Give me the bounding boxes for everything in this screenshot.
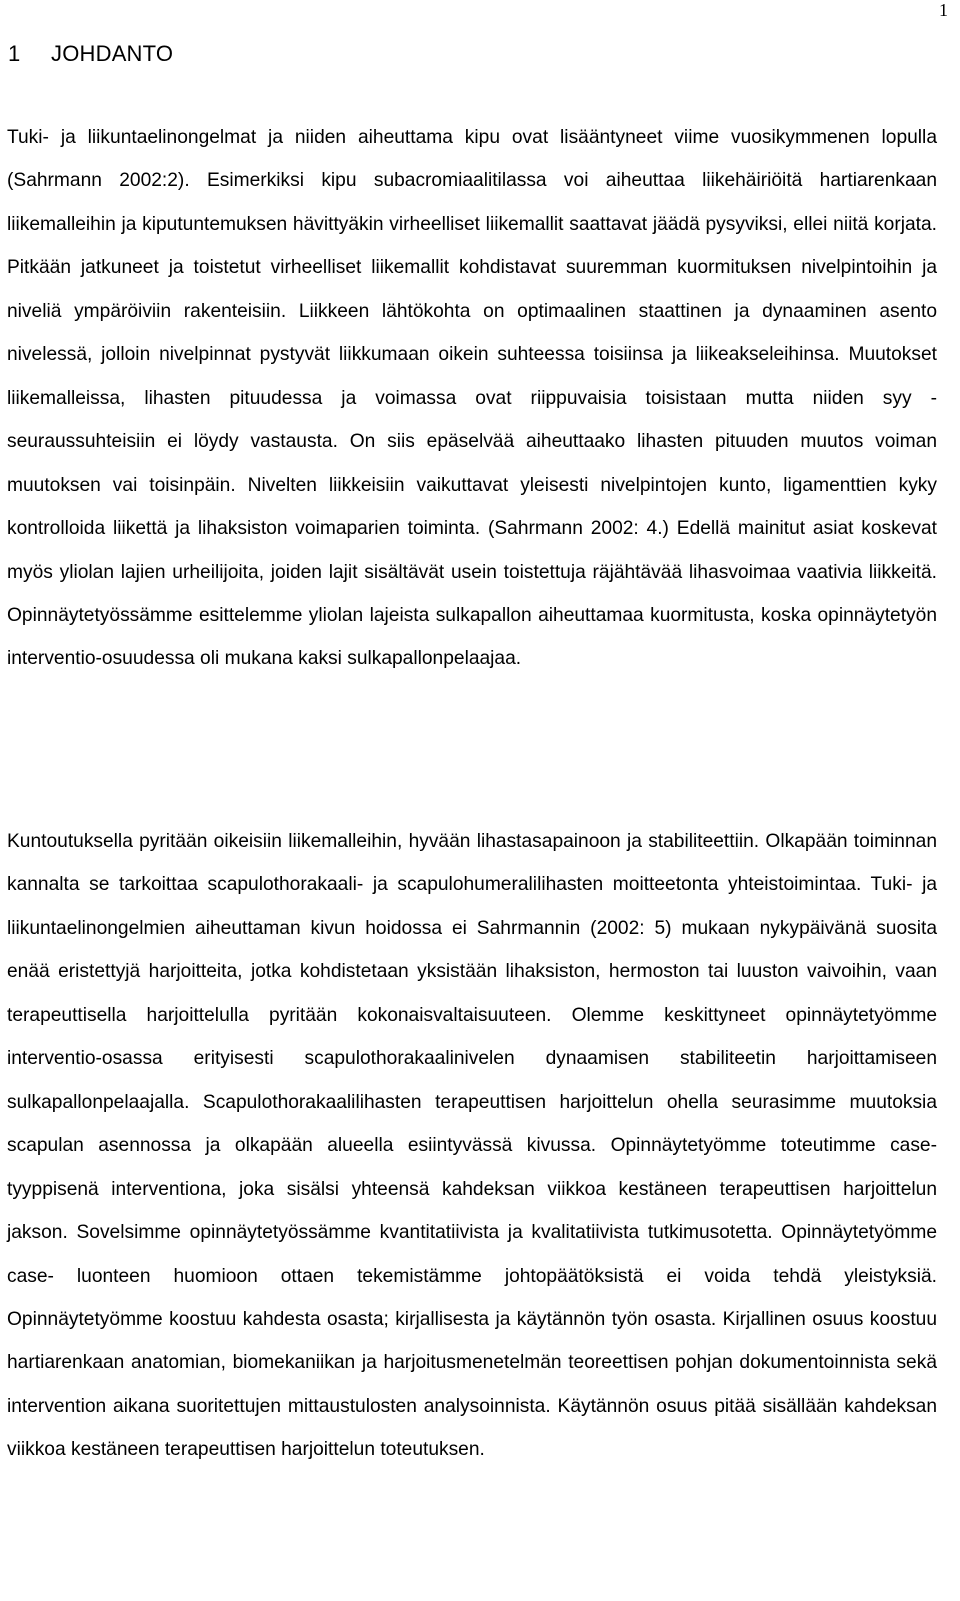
intro-paragraph-1: Tuki- ja liikuntaelinongelmat ja niiden aiheuttama kipu ovat lisääntyneet viime vuosikymmenen lopulla (Sahrmann 2002:2). Esimerkiksi kipu subacromiaalitilassa voi aiheuttaa liikehäiriöitä hartiarenkaan liikemalleihin ja kiputuntemuksen hävittyäkin virheelliset liikemallit saattavat jäädä pysyviksi, ellei niitä korjata. Pitkään jatkuneet ja toistetut virheelliset liikemallit kohdistavat suuremman kuormituksen nivelpintoihin ja niveliä ympäröiviin rakenteisiin. Liikkeen lähtökohta on optimaalinen staattinen ja dynaaminen asento nivelessä, jolloin nivelpinnat pystyvät liikkumaan oikein suhteessa toisiinsa ja liikeakseleihinsa. Muutokset liikemalleissa, lihasten pituudessa ja voimassa ovat riippuvaisia toisistaan mutta niiden syy - seuraussuhteisiin ei löydy vastausta. On siis epäselvää aiheuttaako lihasten pituuden muutos voiman muutoksen vai toisinpäin. Nivelten liikkeisiin vaikuttavat yleisesti nivelpintojen kunto, ligamenttien kyky kontrolloida liikettä ja lihaksiston voimaparien toiminta. (Sahrmann 2002: 4.) Edellä mainitut asiat koskevat myös yliolan lajien urheilijoita, joiden lajit sisältävät usein toistettuja räjähtävää lihasvoimaa vaativia liikkeitä. Opinnäytetyössämme esittelemme yliolan lajeista sulkapallon aiheuttamaa kuormitusta, koska opinnäytetyön interventio-osuudessa oli mukana kaksi sulkapallonpelaajaa. — [7, 127, 937, 670]
intro-paragraph-2: Kuntoutuksella pyritään oikeisiin liikemalleihin, hyvään lihastasapainoon ja stabiliteettiin. Olkapään toiminnan kannalta se tarkoittaa scapulothorakaali- ja scapulohumeralilihasten moitteetonta yhteistoimintaa. Tuki- ja liikuntaelinongelmien aiheuttaman kivun hoidossa ei Sahrmannin (2002: 5) mukaan nykypäivänä suosita enää eristettyjä harjoitteita, jotka kohdistetaan yksistään lihaksiston, hermoston tai luuston vaivoihin, vaan terapeuttisella harjoittelulla pyritään kokonaisvaltaisuuteen. Olemme keskittyneet opinnäytetyömme interventio-osassa erityisesti scapulothorakaalinivelen dynaamisen stabiliteetin harjoittamiseen sulkapallonpelaajalla. Scapulothorakaalilihasten terapeuttisen harjoittelun ohella seurasimme muutoksia scapulan asennossa ja olkapään alueella esiintyvässä kivussa. Opinnäytetyömme toteutimme case- tyyppisenä interventiona, joka sisälsi yhteensä kahdeksan viikkoa kestäneen terapeuttisen harjoittelun jakson. Sovelsimme opinnäytetyössämme kvantitatiivista ja kvalitatiivista tutkimusotetta. Opinnäytetyömme case- luonteen huomioon ottaen tekemistämme johtopäätöksistä ei voida tehdä yleistyksiä. Opinnäytetyömme koostuu kahdesta osasta; kirjallisesta ja käytännön työn osasta. Kirjallinen osuus koostuu hartiarenkaan anatomian, biomekaniikan ja harjoitusmenetelmän teoreettisen pohjan dokumentoinnista sekä intervention aikana suoritettujen mittaustulosten analysoinnista. Käytännön osuus pitää sisällään kahdeksan viikkoa kestäneen terapeuttisen harjoittelun toteutuksen. — [7, 831, 937, 1461]
chapter-title: JOHDANTO — [51, 41, 174, 66]
chapter-heading — [8, 40, 173, 68]
chapter-number: 1 — [8, 41, 21, 66]
page-number: 1 — [939, 0, 948, 20]
